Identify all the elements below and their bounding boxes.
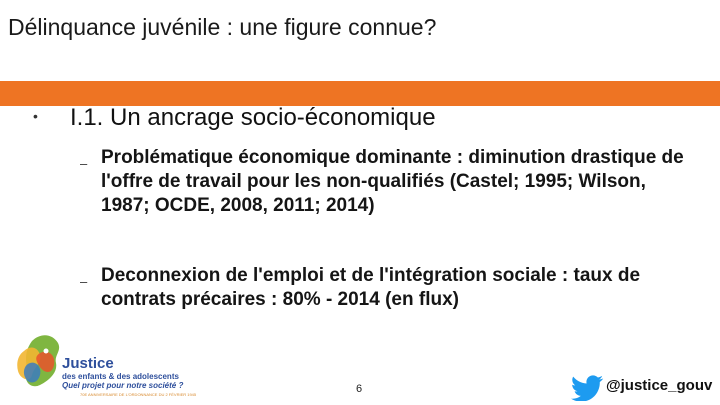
logo-title: Justice <box>62 355 114 372</box>
dash-icon: – <box>80 156 88 171</box>
logo-caption: 70E ANNIVERSAIRE DE L'ORDONNANCE DU 2 FÉVRIER 1945 <box>80 392 197 397</box>
twitter-handle: @justice_gouv <box>606 377 713 394</box>
logo-subtitle: des enfants & des adolescents <box>62 372 179 381</box>
accent-bar <box>0 81 720 106</box>
bullet-icon: • <box>33 108 38 124</box>
list-item-text: Deconnexion de l'emploi et de l'intégration sociale : taux de contrats précaires : 80% - 2014 (en flux) <box>101 265 641 310</box>
twitter-bird-icon <box>569 375 605 401</box>
slide-title: Délinquance juvénile : une figure connue? <box>8 14 437 40</box>
page-number: 6 <box>356 383 363 395</box>
list-item-text: Problématique économique dominante : diminution drastique de l'offre de travail pour les non-qualifiés (Castel; 1995; Wilson, 1987; OCDE, 2008, 2011; 2014) <box>101 147 684 216</box>
section-heading: I.1. Un ancrage socio-économique <box>70 104 436 131</box>
logo-tagline: Quel projet pour notre société ? <box>62 381 184 390</box>
dash-icon: – <box>80 274 88 289</box>
